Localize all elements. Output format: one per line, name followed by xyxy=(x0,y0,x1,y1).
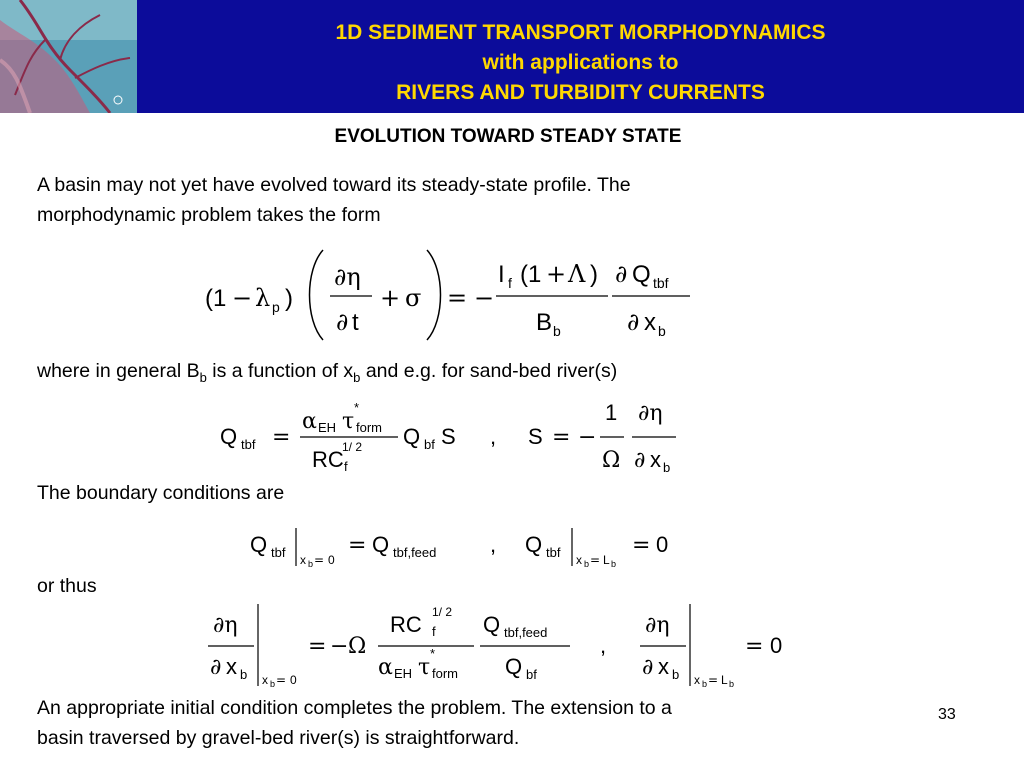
equation-exner xyxy=(205,250,690,340)
svg-text:x: x xyxy=(650,447,661,472)
svg-text:x: x xyxy=(576,553,582,567)
paragraph-intro-line2: morphodynamic problem takes the form xyxy=(37,204,381,226)
svg-text:tbf,feed: tbf,feed xyxy=(504,625,548,640)
svg-text:x: x xyxy=(644,309,656,336)
equation-boundary xyxy=(250,528,668,569)
svg-text:form: form xyxy=(432,666,458,681)
svg-text:b: b xyxy=(658,323,666,339)
header-title-line2: with applications to xyxy=(482,51,679,74)
svg-text:α: α xyxy=(378,655,393,680)
svg-text:1: 1 xyxy=(605,400,618,425)
svg-text:=: = xyxy=(590,553,601,567)
svg-text:x: x xyxy=(658,654,669,679)
svg-text:=: = xyxy=(276,673,287,687)
svg-text:−: − xyxy=(330,634,349,659)
svg-text:b: b xyxy=(729,679,735,689)
svg-text:b: b xyxy=(270,679,276,689)
header-title-line3: RIVERS AND TURBIDITY CURRENTS xyxy=(396,81,765,104)
svg-text:0: 0 xyxy=(290,673,297,687)
svg-text:p: p xyxy=(272,299,280,315)
svg-text:∂η: ∂η xyxy=(213,613,238,638)
svg-text:EH: EH xyxy=(394,666,413,681)
paragraph-closing-line1: An appropriate initial condition completes the problem. The extension to a xyxy=(37,697,672,719)
svg-text:S: S xyxy=(441,424,456,449)
svg-text:=: = xyxy=(314,553,325,567)
svg-text:b: b xyxy=(553,323,561,339)
svg-text:EH: EH xyxy=(318,420,337,435)
svg-text:∂η: ∂η xyxy=(645,613,670,638)
svg-text:−: − xyxy=(232,284,253,312)
svg-text:b: b xyxy=(584,559,590,569)
svg-text:Q: Q xyxy=(525,532,543,557)
svg-text:+: + xyxy=(546,260,567,288)
svg-text:0: 0 xyxy=(328,553,335,567)
svg-text:τ: τ xyxy=(342,409,355,434)
svg-text:∂: ∂ xyxy=(642,655,654,680)
svg-text:,: , xyxy=(490,424,497,449)
svg-text:=: = xyxy=(708,673,719,687)
svg-text:=: = xyxy=(308,634,327,659)
svg-text:(1: (1 xyxy=(205,285,227,312)
svg-text:Q: Q xyxy=(483,612,501,637)
equation-slope-boundary xyxy=(208,604,782,689)
svg-text:∂: ∂ xyxy=(336,308,349,336)
svg-text:RC: RC xyxy=(312,447,344,472)
slide-title: EVOLUTION TOWARD STEADY STATE xyxy=(334,126,682,147)
svg-text:L: L xyxy=(603,553,610,567)
paragraph-closing-line2: basin traversed by gravel-bed river(s) is straightforward. xyxy=(37,727,520,749)
paragraph-boundary: The boundary conditions are xyxy=(37,482,285,504)
svg-text:RC: RC xyxy=(390,612,422,637)
svg-text:Q: Q xyxy=(632,261,651,288)
svg-text:Q: Q xyxy=(220,424,238,449)
svg-text:∂η: ∂η xyxy=(638,401,663,426)
paragraph-intro-line1: A basin may not yet have evolved toward its steady-state profile. The xyxy=(37,174,631,196)
page-number: 33 xyxy=(938,706,956,723)
svg-text:0: 0 xyxy=(770,633,783,658)
paragraph-or-thus: or thus xyxy=(37,575,97,597)
svg-text:Q: Q xyxy=(250,532,268,557)
svg-text:τ: τ xyxy=(418,655,431,680)
svg-text:bf: bf xyxy=(424,437,435,452)
svg-text:tbf,feed: tbf,feed xyxy=(393,545,437,560)
svg-text:=: = xyxy=(447,284,468,312)
svg-text:form: form xyxy=(356,420,382,435)
svg-text:b: b xyxy=(672,667,680,682)
svg-text:f: f xyxy=(508,275,512,291)
svg-text:Ω: Ω xyxy=(602,448,621,473)
svg-text:x: x xyxy=(300,553,306,567)
svg-text:α: α xyxy=(302,409,317,434)
svg-text:b: b xyxy=(240,667,248,682)
svg-text:x: x xyxy=(226,654,237,679)
svg-text:*: * xyxy=(354,400,360,415)
svg-text:∂: ∂ xyxy=(615,260,628,288)
svg-text:S: S xyxy=(528,424,543,449)
svg-text:b: b xyxy=(308,559,314,569)
svg-text:∂: ∂ xyxy=(210,655,222,680)
svg-text:=: = xyxy=(632,533,651,558)
svg-text:Λ: Λ xyxy=(568,260,586,288)
svg-text:σ: σ xyxy=(405,284,422,312)
svg-text:): ) xyxy=(285,285,293,312)
svg-text:b: b xyxy=(702,679,708,689)
svg-text:*: * xyxy=(430,646,436,661)
svg-text:−: − xyxy=(578,425,597,450)
header-title-line1: 1D SEDIMENT TRANSPORT MORPHODYNAMICS xyxy=(335,21,826,44)
equation-sand-transport xyxy=(220,400,676,475)
svg-text:1/ 2: 1/ 2 xyxy=(432,605,453,619)
svg-text:f: f xyxy=(432,624,436,639)
svg-text:(1: (1 xyxy=(520,261,542,288)
svg-text:L: L xyxy=(721,673,728,687)
svg-text:b: b xyxy=(663,460,671,475)
svg-text:λ: λ xyxy=(255,284,271,312)
svg-text:b: b xyxy=(611,559,617,569)
svg-text:I: I xyxy=(498,261,505,288)
svg-text:=: = xyxy=(272,425,291,450)
svg-text:t: t xyxy=(352,309,359,336)
paragraph-where: where in general $B_b$ is a function of $x_b$ and e.g. for sand-bed river(s) xyxy=(37,360,618,385)
svg-text:x: x xyxy=(694,673,700,687)
svg-text:Q: Q xyxy=(505,654,523,679)
svg-text:+: + xyxy=(380,284,401,312)
svg-text:tbf: tbf xyxy=(546,545,561,560)
svg-text:tbf: tbf xyxy=(271,545,286,560)
svg-text:,: , xyxy=(600,633,607,658)
svg-text:tbf: tbf xyxy=(241,437,256,452)
svg-text:x: x xyxy=(262,673,268,687)
svg-text:=: = xyxy=(745,634,764,659)
svg-text:B: B xyxy=(536,309,553,336)
svg-text:Q: Q xyxy=(372,532,390,557)
svg-text:=: = xyxy=(552,425,571,450)
svg-text:=: = xyxy=(348,533,367,558)
svg-text:Q: Q xyxy=(403,424,421,449)
svg-text:0: 0 xyxy=(656,532,669,557)
svg-text:∂: ∂ xyxy=(627,308,640,336)
svg-text:): ) xyxy=(590,261,598,288)
svg-text:tbf: tbf xyxy=(653,275,669,291)
svg-text:bf: bf xyxy=(526,667,537,682)
svg-text:f: f xyxy=(344,459,348,474)
svg-text:1/ 2: 1/ 2 xyxy=(342,440,363,454)
svg-text:,: , xyxy=(490,532,497,557)
svg-text:∂η: ∂η xyxy=(334,263,361,291)
svg-text:Ω: Ω xyxy=(348,634,367,659)
svg-text:−: − xyxy=(474,284,495,312)
svg-text:∂: ∂ xyxy=(634,448,646,473)
